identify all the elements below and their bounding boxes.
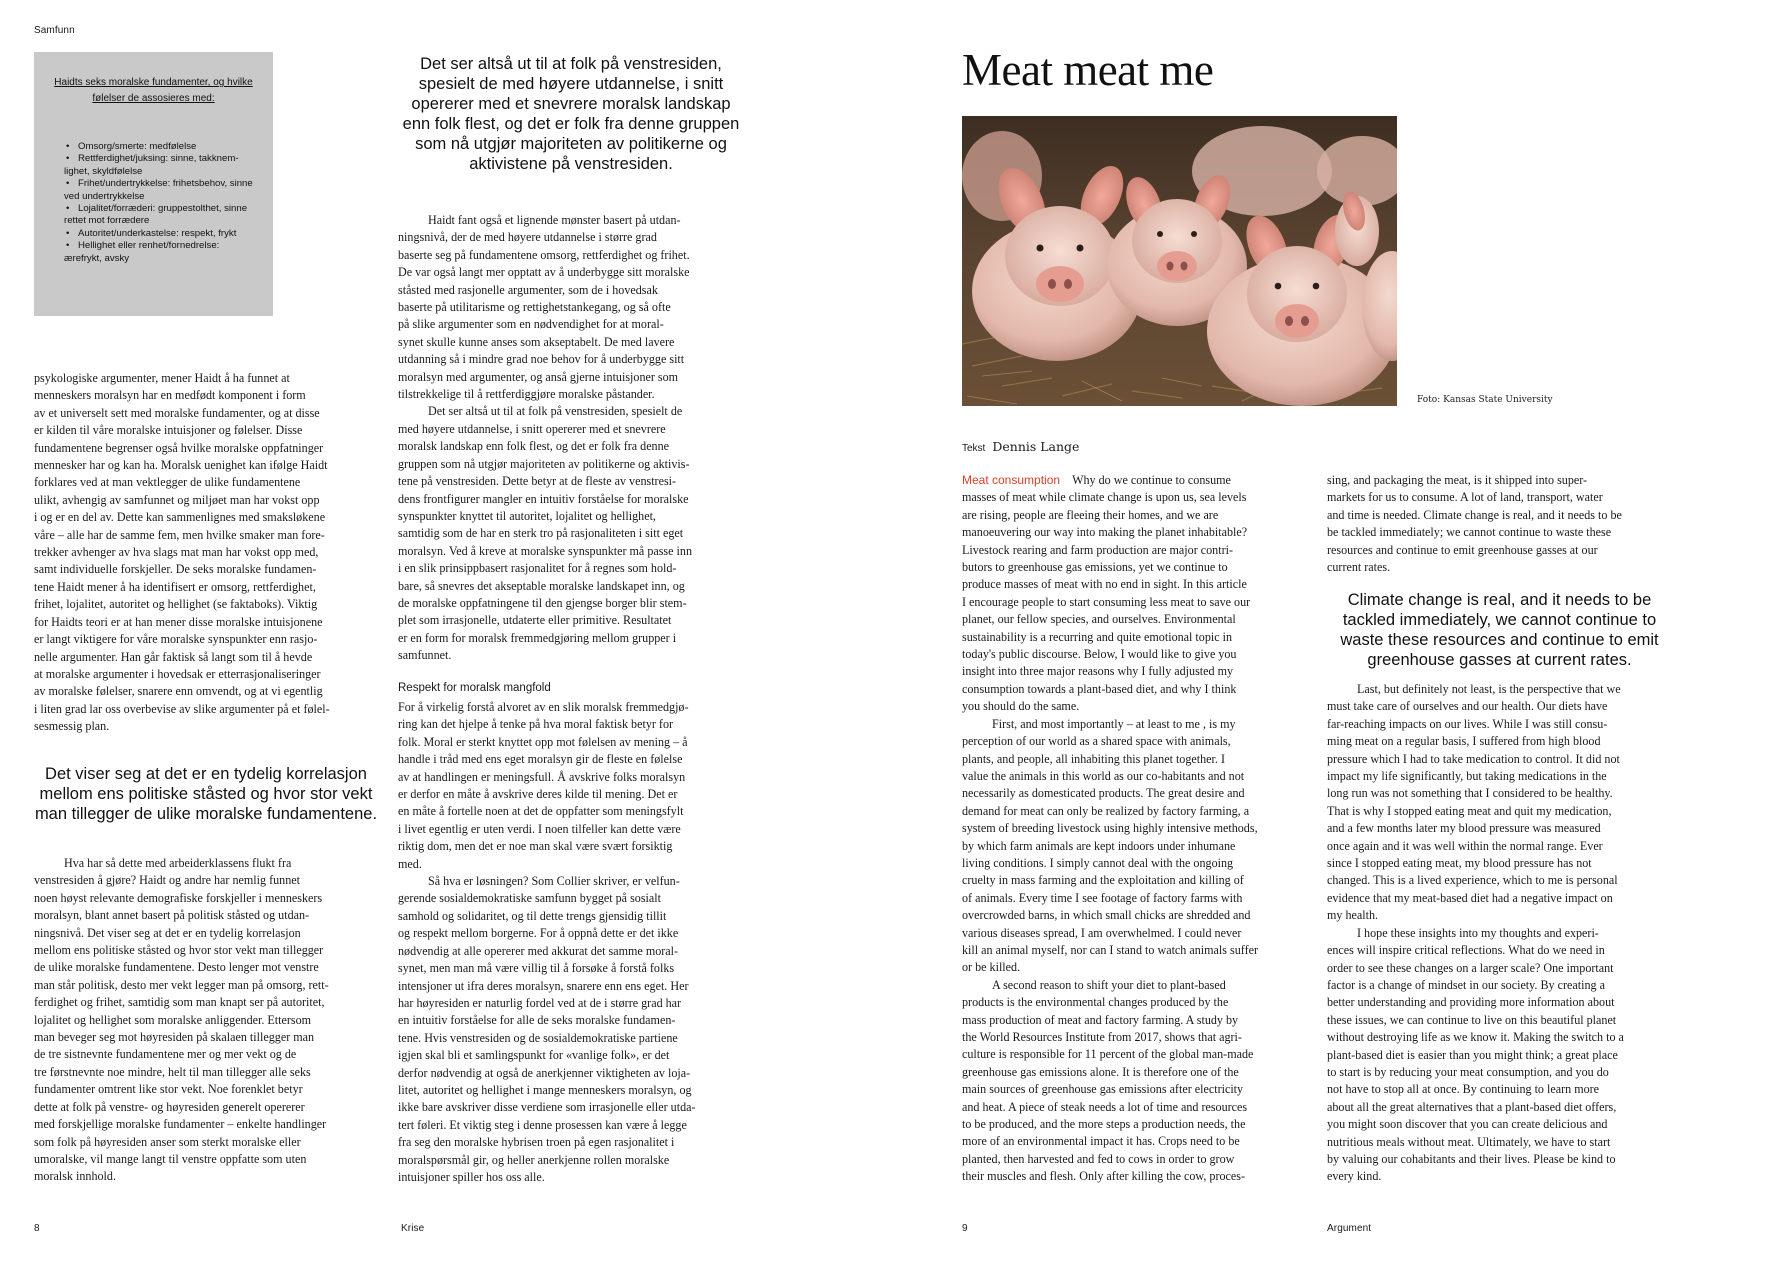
text-line: de tre sistnevnte fundamentene mer og mer vekt og de	[34, 1047, 297, 1062]
text-line: fundamenter omtrent like stor vekt. Noe forenklet betyr	[34, 1082, 303, 1097]
text-line: main sources of greenhouse gas emissions after electricity	[962, 1082, 1244, 1097]
text-line: trekker avhenger av hva slags mat man har vokst opp med,	[34, 545, 319, 560]
text-line: derfor nødvendig at også de anerkjenner viktigheten av loja-	[398, 1065, 691, 1080]
text-line: and heat. A piece of steak needs a lot of time and resources	[962, 1099, 1248, 1114]
text-line: consumption towards a plant-based diet, and why I think	[962, 681, 1237, 696]
pull-quote-line: som nå utgjør majoriteten av politikerne og	[415, 135, 727, 153]
page-number-left: 8	[34, 1223, 40, 1234]
footer-label-left: Krise	[401, 1223, 425, 1234]
text-line: bare, så snevres det akseptable moralske landskapet inn, og	[398, 578, 685, 593]
photo-credit: Foto: Kansas State University	[1417, 395, 1553, 405]
column-1-text-b	[34, 855, 378, 1186]
text-line: kill an animal myself, nor can I stand to watch animals suffer	[962, 942, 1258, 957]
text-line: greenhouse gas emissions alone. It is therefore one of the	[962, 1064, 1239, 1079]
text-line: moralsyn med argumenter, og anså gjerne intuisjoner som	[398, 369, 679, 384]
text-line: be tackled immediately; we cannot continue to waste these	[1327, 525, 1612, 540]
text-line: moralsk innhold.	[34, 1169, 116, 1184]
text-line: fra seg den moralske hybrisen troen på egen rasjonalitet i	[398, 1135, 675, 1150]
pull-quote-line: opererer med et snevrere moralsk landskap	[411, 95, 731, 113]
text-line: far-reaching impacts on our lives. While I was still consu-	[1327, 716, 1608, 731]
text-line: without destroying life as we know it. Making the switch to a	[1327, 1030, 1624, 1045]
text-line: demand for meat can only be realized by factory farming, a	[962, 803, 1250, 818]
factbox-item	[64, 153, 273, 178]
text-line: by which farm animals are kept indoors under inhumane	[962, 838, 1236, 853]
text-line: moralsyn, blant annet basert på politisk ståsted og utdan-	[34, 908, 310, 923]
pull-quote-line: enn folk flest, og det er folk fra denne gruppen	[402, 115, 740, 133]
text-line: evidence that my meat-based diet had a negative impact on	[1327, 890, 1613, 905]
section-label: Samfunn	[34, 25, 75, 36]
text-line: og respekt mellom borgerne. For å oppnå dette er det ikke	[398, 926, 679, 941]
text-line: menneskers moralsyn har en medfødt komponent i form	[34, 388, 306, 403]
text-line: today's public discourse. Below, I would like to give you	[962, 647, 1237, 662]
text-line: manoeuvering our way into making the planet inhabitable?	[962, 525, 1248, 540]
factbox-title-line2: følelser de assosieres med:	[92, 93, 215, 104]
factbox-item	[64, 240, 273, 265]
factbox	[34, 52, 273, 316]
text-line: Livestock rearing and farm production are major contri-	[962, 542, 1233, 557]
text-line: som folk på høyresiden anser som sterkt moralske eller	[34, 1134, 301, 1149]
text-line: of animals. Every time I see footage of factory farms with	[962, 890, 1243, 905]
text-line: ming meat on a regular basis, I suffered from high blood	[1327, 734, 1601, 749]
text-line: de moralske oppfatningene til den gjengse borger blir stem-	[398, 595, 687, 610]
text-line: utdanning så i mindre grad noe behov for å underbygge sitt	[398, 352, 685, 367]
text-line: med høyere utdannelse, i snitt opererer med et snevrere	[398, 421, 666, 436]
text-line: baserte på utilitarisme og rettighetstankegang, og så ofte	[398, 300, 671, 315]
text-line: planet, our fellow species, and ourselves. Environmental	[962, 612, 1236, 627]
text-line: er langt viktigere for våre moralske synspunkter enn rasjo-	[34, 632, 318, 647]
text-line: nødvendig at alle opererer med akkurat det samme moral-	[398, 943, 679, 958]
text-line: synet, men man må være villig til å forsøke å forstå folks	[398, 961, 675, 976]
column-4-text-b	[1327, 681, 1672, 1186]
text-line: by valuing our cohabitants and their lives. Please be kind to	[1327, 1151, 1616, 1166]
byline-name: Dennis Lange	[992, 439, 1080, 454]
text-line: you might soon discover that you can create delicious and	[1327, 1117, 1608, 1132]
text-line: these issues, we can continue to live on this beautiful planet	[1327, 1012, 1617, 1027]
factbox-title-line1: Haidts seks moralske fundamenter, og hvilke	[54, 77, 253, 88]
text-line: more of an environmental impact it has. Crops need to be	[962, 1134, 1240, 1149]
text-line: mennesker har og kan ha. Moralsk uenighet kan ifølge Haidt	[34, 458, 328, 473]
text-line: venstresiden å gjøre? Haidt og andre har nemlig funnet	[34, 873, 300, 888]
text-line: ikke bare avskriver disse verdiene som irrasjonelle eller utda-	[398, 1100, 696, 1115]
pull-quote-line: spesielt de med høyere utdannelse, i snitt	[418, 75, 724, 93]
text-line: dens frontfigurer mangler en intuitiv forståelse for moralske	[398, 491, 689, 506]
text-line: butors to greenhouse gas emissions, yet we continue to	[962, 560, 1228, 575]
pull-quote-left	[34, 764, 378, 824]
text-line: av at handlingen er meningsfull. Å avskrive folks moralsyn	[398, 769, 686, 784]
text-line: ningsnivå, der de med høyere utdannelse i større grad	[398, 230, 657, 245]
factbox-item	[66, 141, 273, 153]
text-line: gruppen som nå utgjør majoriteten av politikerne og aktivis-	[398, 456, 690, 471]
text-line: med forskjellige moralske fundamenter – enkelte handlinger	[34, 1117, 327, 1132]
text-line: fundamentene begrenser også hvilke moralske oppfatninger	[34, 440, 324, 455]
text-line: sustainability is a recurring and quite emotional topic in	[962, 629, 1233, 644]
text-line: samtidig som de har en sterk tro på rasjonaliteten i sitt eget	[398, 526, 684, 541]
text-line: A second reason to shift your diet to plant-based	[992, 977, 1226, 992]
text-line: plants, and people, all inhabiting this planet together. I	[962, 751, 1225, 766]
text-line: system of breeding livestock using highly intensive methods,	[962, 821, 1258, 836]
text-line: De var også langt mer opptatt av å underbygge sitt moralske	[398, 265, 690, 280]
text-line: igjen skal bli et samlingspunkt for «vanlige folk», er det	[398, 1048, 670, 1063]
text-line: For å virkelig forstå alvoret av en slik moralsk fremmedgjø-	[398, 700, 689, 714]
text-line: Last, but definitely not least, is the perspective that we	[1357, 682, 1621, 696]
text-line: plet som irrasjonelle, utdaterte eller primitive. Resultatet	[398, 613, 672, 628]
text-line: mass production of meat and factory farming. A study by	[962, 1012, 1239, 1027]
pull-quote-line: tackled immediately, we cannot continue to	[1342, 611, 1657, 629]
text-line: noen høyst relevante demografiske forskjeller i menneskers	[34, 890, 323, 905]
text-line: tene på venstresiden. Dette betyr at de fleste av venstresi-	[398, 474, 677, 489]
text-line: sing, and packaging the meat, is it shipped into super-	[1327, 473, 1588, 487]
text-line: are rising, people are fleeing their homes, and we are	[962, 507, 1219, 522]
text-line: nelle argumenter. Han går faktisk så langt som til å hevde	[34, 649, 313, 664]
text-line: sesmessig plan.	[34, 719, 110, 734]
text-line: mellom ens politiske ståsted og hvor stor vekt man tillegger	[34, 943, 324, 958]
text-line: or be killed.	[962, 960, 1021, 975]
text-line: perception of our world as a shared space with animals,	[962, 734, 1231, 749]
factbox-item-text: Hellighet eller renhet/fornedrelse:	[78, 240, 220, 252]
text-line: Haidt fant også et lignende mønster basert på utdan-	[428, 213, 681, 227]
bullet-icon: •	[66, 178, 70, 190]
article-headline: Meat meat me	[962, 45, 1214, 95]
factbox-item-continuation: ved undertrykkelse	[64, 190, 145, 202]
column-3-text	[962, 472, 1307, 1186]
text-line: frihet, lojalitet, autoritet og hellighet (se faktaboks). Viktig	[34, 597, 318, 612]
text-line: man beveger seg mot høyresiden på skalaen tillegger man	[34, 1030, 315, 1045]
text-line: tilstrekkelige til å rettferdiggjøre moralske påstander.	[398, 387, 655, 402]
text-line: better understanding and providing more information about	[1327, 995, 1615, 1010]
pull-quote-top	[398, 54, 744, 174]
text-line: That is why I stopped eating meat and quit my medication,	[1327, 803, 1612, 818]
text-line: factor is a change of mindset in our society. By creating a	[1327, 977, 1605, 992]
text-line: my health.	[1327, 908, 1379, 923]
text-line: man står politisk, desto mer vekt legger man på omsorg, rett-	[34, 977, 329, 992]
text-line: av moralske følelser, snarere enn omvendt, og at vi egentlig	[34, 684, 323, 699]
text-line: har høyresiden er naturlig fordel ved at de i større grad har	[398, 995, 682, 1010]
text-line: products is the environmental changes produced by the	[962, 995, 1229, 1010]
page-number-right: 9	[962, 1223, 968, 1234]
text-line: culture is responsible for 11 percent of the global man-made	[962, 1047, 1254, 1062]
text-line: folk. Moral er sterkt knyttet opp mot følelsen av mening – å	[398, 734, 688, 749]
lead-label: Meat consumption	[962, 473, 1061, 487]
text-line: Så hva er løsningen? Som Collier skriver, er velfun-	[428, 874, 680, 889]
text-line: the World Resources Institute from 2017, shows that agri-	[962, 1030, 1242, 1044]
pull-quote-line: Climate change is real, and it needs to be	[1347, 591, 1652, 609]
text-line: pressure which I had to take medication to control. It did not	[1327, 751, 1620, 766]
text-line: plant-based diet is easier than you might think; a great place	[1327, 1047, 1618, 1062]
text-line: various diseases spread, I am overwhelmed. I could never	[962, 925, 1242, 940]
text-line: must take care of ourselves and our health. Our diets have	[1327, 699, 1608, 714]
text-line: tene Haidt mener å ha identifisert er omsorg, rettferdighet,	[34, 579, 316, 594]
text-line: ences will inspire critical reflections. What do we need in	[1327, 943, 1605, 958]
text-line: en intuitiv forståelse for alle de seks moralske fundamen-	[398, 1013, 676, 1028]
factbox-item-text: Autoritet/underkastelse: respekt, frykt	[78, 227, 237, 239]
text-line: psykologiske argumenter, mener Haidt å ha funnet at	[34, 371, 290, 385]
factbox-item-text: Frihet/undertrykkelse: frihetsbehov, sinne	[78, 178, 253, 190]
text-line: synet skulle kunne anses som akseptabelt. De med lavere	[398, 334, 675, 349]
text-line: i liten grad lar oss overbevise av slike argumenter på et følel-	[34, 701, 330, 716]
factbox-item-text: Lojalitet/forræderi: gruppestolthet, sinne	[78, 203, 248, 215]
text-line: order to see these changes on a larger scale? One important	[1327, 960, 1614, 975]
text-line: insight into three major reasons why I fully adjusted my	[962, 664, 1234, 679]
text-line: to start is by reducing your meat consumption, and you do	[1327, 1064, 1609, 1079]
byline	[962, 438, 1079, 456]
text-line: av et universelt sett med moralske fundamenter, og at disse	[34, 405, 320, 420]
text-line: dette at folk på venstre- og høyresiden generelt opererer	[34, 1099, 305, 1114]
factbox-list	[34, 141, 273, 265]
lead-first-line: Why do we continue to consume	[1072, 473, 1231, 487]
text-line: på slike argumenter som en nødvendighet for at moral-	[398, 317, 664, 332]
text-line: samhold og solidaritet, og til dette trengs gjensidig tillit	[398, 908, 667, 923]
text-line: for Haidts teori er at han mener disse moralske intuisjonene	[34, 614, 323, 629]
factbox-item	[66, 227, 273, 240]
text-line: de ulike moralske fundamentene. Desto lenger mot venstre	[34, 960, 319, 975]
pull-quote-line: waste these resources and continue to emit	[1340, 631, 1659, 649]
text-line: their muscles and flesh. Only after killing the cow, proces-	[962, 1169, 1245, 1184]
text-line: cruelty in mass farming and the exploitation and killing of	[962, 873, 1244, 888]
column-4-text	[1327, 472, 1672, 576]
pull-quote-line: greenhouse gasses at current rates.	[1367, 651, 1632, 669]
text-line: synspunkter knyttet til autoritet, lojalitet og hellighet,	[398, 508, 656, 523]
column-2-text	[398, 212, 744, 665]
text-line: to be produced, and the more steps a production needs, the	[962, 1117, 1246, 1132]
footer-label-right: Argument	[1327, 1223, 1372, 1234]
bullet-icon: •	[66, 141, 70, 152]
text-line: and a few months later my blood pressure was measured	[1327, 821, 1601, 836]
text-line: moralspørsmål gir, og heller anerkjenne rollen moralske	[398, 1152, 670, 1167]
factbox-item-text: Omsorg/smerte: medfølelse	[78, 141, 197, 152]
text-line: current rates.	[1327, 560, 1391, 575]
text-line: i en slik prinsippbasert rasjonalitet for å regnes som hold-	[398, 561, 677, 576]
text-line: overcrowded barns, in which small chicks are shredded and	[962, 908, 1251, 923]
text-line: necessarily as domesticated products. The great desire and	[962, 786, 1245, 801]
text-line: changed. This is a lived experience, which to me is personal	[1327, 873, 1618, 888]
text-line: resources and continue to emit greenhouse gasses at our	[1327, 542, 1598, 557]
factbox-item	[64, 178, 273, 203]
text-line: at moralske argumenter i hovedsak er etterrasjonaliseringer	[34, 666, 321, 681]
text-line: I hope these insights into my thoughts and experi-	[1357, 925, 1599, 940]
pigs-photo	[962, 116, 1397, 406]
text-line: i og er en del av. Dette kan sammenlignes med smaksløkene	[34, 510, 326, 525]
factbox-item-continuation: ærefrykt, avsky	[64, 252, 130, 264]
text-line: intuisjoner spiller hos oss alle.	[398, 1169, 545, 1184]
pull-quote-line: aktivistene på venstresiden.	[469, 155, 673, 173]
bullet-icon: •	[66, 153, 70, 165]
column-2-text-b	[398, 699, 744, 1186]
pull-quote-line: Det ser altså ut til at folk på venstresiden,	[420, 55, 722, 73]
factbox-item-continuation: lighet, skyldfølelse	[64, 165, 143, 177]
text-line: samfunnet.	[398, 648, 452, 663]
text-line: produce masses of meat with no end in sight. In this article	[962, 577, 1247, 592]
text-line: er derfor en måte å avskrive deres kilde til mening. Det er	[398, 787, 678, 802]
text-line: umoralske, vil mange langt til venstre oppfatte som uten	[34, 1151, 307, 1166]
byline-label: Tekst	[962, 443, 986, 454]
text-line: en måte å fortelle noen at det de oppfatter som meningsfylt	[398, 804, 684, 819]
text-line: ring kan det hjelpe å tenke på hva moral faktisk betyr for	[398, 717, 674, 732]
text-line: gerende sosialdemokratiske samfunn bygget på sosialt	[398, 891, 661, 906]
text-line: value the animals in this world as our co-habitants and not	[962, 768, 1245, 783]
column-2-subheading: Respekt for moralsk mangfold	[398, 682, 551, 694]
text-line: once again and it was well within the normal range. Ever	[1327, 838, 1603, 853]
text-line: handle i tråd med ens eget moralsyn gir de fleste en følelse	[398, 752, 683, 767]
text-line: long run was not something that I considered to be healthy.	[1327, 786, 1613, 801]
pull-quote-line: man tillegger de ulike moralske fundamentene.	[34, 805, 378, 823]
factbox-item-continuation: rettet mot forrædere	[64, 215, 150, 227]
factbox-item	[64, 203, 273, 228]
text-line: impact my life significantly, but taking medications in the	[1327, 769, 1607, 784]
text-line: baserte seg på fundamentene omsorg, rettferdighet og frihet.	[398, 247, 690, 262]
text-line: i livet egentlig er uten verdi. I noen tilfeller kan dette være	[398, 821, 681, 836]
text-line: you should do the same.	[962, 699, 1080, 714]
text-line: ulikt, avhengig av samfunnet og miljøet man har vokst opp	[34, 492, 320, 507]
text-line: First, and most importantly – at least to me , is my	[992, 716, 1236, 731]
text-line: nutritious meals without meat. Ultimately, we have to start	[1327, 1134, 1611, 1149]
bullet-icon: •	[66, 203, 70, 215]
text-line: since I stopped eating meat, my blood pressure has not	[1327, 856, 1592, 871]
factbox-item-text: Rettferdighet/juksing: sinne, takknem-	[78, 153, 239, 165]
text-line: ferdighet og frihet, samtidig som man knapt ser på autoritet,	[34, 995, 325, 1010]
text-line: Hva har så dette med arbeiderklassens flukt fra	[64, 856, 292, 870]
text-line: masses of meat while climate change is upon us, sea levels	[962, 490, 1247, 505]
text-line: litet, autoritet og hellighet i mange menneskers moralsyn, og	[398, 1082, 692, 1097]
text-line: every kind.	[1327, 1169, 1382, 1184]
pull-quote-line: mellom ens politiske ståsted og hvor stor vekt	[39, 785, 373, 803]
text-line: tene. Hvis venstresiden og de sosialdemokratiske partiene	[398, 1030, 678, 1045]
text-line: living conditions. I simply cannot deal with the ongoing	[962, 855, 1234, 870]
text-line: moralsk landskap enn folk flest, og det er folk fra denne	[398, 439, 670, 454]
text-line: about all the great alternatives that a plant-based diet offers,	[1327, 1099, 1617, 1114]
text-line: våre – alle har de samme fem, men hvilke smaker man fore-	[34, 527, 325, 542]
text-line: markets for us to consume. A lot of land, transport, water	[1327, 490, 1603, 505]
text-line: er en form for moralsk fremmedgjøring mellom grupper i	[398, 630, 677, 645]
text-line: riktig dom, men det er noe man skal være svært forsiktig	[398, 839, 673, 854]
text-line: er kilden til våre moralske intuisjoner og følelser. Disse	[34, 423, 303, 438]
bullet-icon: •	[66, 240, 70, 252]
pull-quote-right	[1327, 590, 1672, 670]
text-line: and time is needed. Climate change is real, and it needs to be	[1327, 507, 1622, 522]
text-line: tert føleri. Et viktig steg i denne prosessen kan være å legge	[398, 1117, 687, 1132]
text-line: moralsyn. Ved å kreve at moralske synspunkter må passe inn	[398, 543, 692, 558]
column-1-text	[34, 370, 378, 736]
text-line: lojalitet og hellighet som moralske anliggender. Ettersom	[34, 1012, 312, 1027]
text-line: not have to stop all at once. By continuing to learn more	[1327, 1082, 1600, 1097]
text-line: samt individuelle forskjeller. De seks moralske fundamen-	[34, 562, 317, 577]
text-line: forklares ved at man vektlegger de ulike fundamentene	[34, 475, 301, 490]
text-line: ståsted med rasjonelle argumenter, som de i hovedsak	[398, 282, 658, 297]
text-line: Det ser altså ut til at folk på venstresiden, spesielt de	[428, 404, 683, 419]
bullet-icon: •	[66, 227, 70, 239]
text-line: tre førstnevnte noe mindre, helt til man tillegger alle seks	[34, 1064, 311, 1079]
text-line: I encourage people to start consuming less meat to save our	[962, 594, 1251, 609]
text-line: intensjoner ut ifra deres moralsyn, snarere enn ens eget. Her	[398, 978, 689, 993]
pull-quote-line: Det viser seg at det er en tydelig korrelasjon	[45, 765, 367, 783]
text-line: planted, then harvested and fed to cows in order to grow	[962, 1151, 1235, 1166]
text-line: ningsnivå. Det viser seg at det er en tydelig korrelasjon	[34, 925, 301, 940]
text-line: med.	[398, 856, 422, 871]
